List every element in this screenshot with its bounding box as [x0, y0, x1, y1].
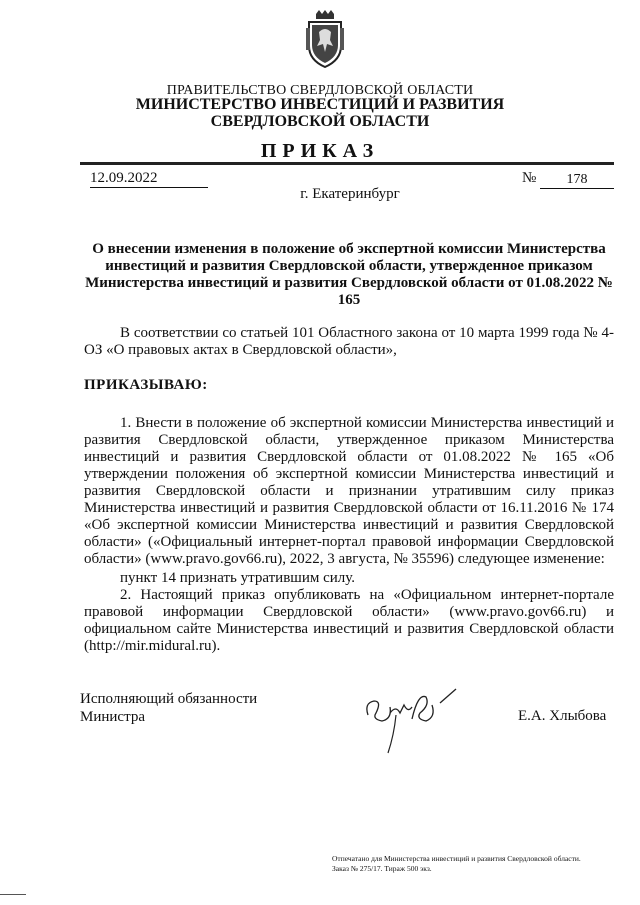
print-footer-line1: Отпечатано для Министерства инвестиций и развития Свердловской области. — [332, 854, 581, 863]
print-footer — [332, 854, 581, 874]
document-type: ПРИКАЗ — [260, 140, 380, 162]
ministry-name-line1: МИНИСТЕРСТВО ИНВЕСТИЦИЙ И РАЗВИТИЯ — [135, 96, 505, 113]
signatory-position-line2: Министра — [80, 709, 145, 725]
item-1-change: пункт 14 признать утратившим силу. — [120, 570, 356, 586]
order-word: ПРИКАЗЫВАЮ: — [84, 377, 208, 393]
ministry-name-line2: СВЕРДЛОВСКОЙ ОБЛАСТИ — [210, 113, 430, 130]
print-footer-line2: Заказ № 275/17. Тираж 500 экз. — [332, 864, 432, 873]
signatory-name: Е.А. Хлыбова — [518, 708, 607, 724]
coat-of-arms-icon — [303, 10, 347, 68]
government-name: ПРАВИТЕЛЬСТВО СВЕРДЛОВСКОЙ ОБЛАСТИ — [166, 83, 474, 98]
signatory-position — [80, 690, 257, 726]
order-title: О внесении изменения в положение об экспертной комиссии Министерства инвестиций и развития Свердловской области, утвержденное приказом Министерства инвестиций и развития Свердловской области от 01.08.2022 № 165 — [85, 241, 613, 308]
signatory-position-line1: Исполняющий обязанности — [80, 691, 258, 707]
item-1: 1. Внести в положение об экспертной комиссии Министерства инвестиций и развития Свердловской области, утвержденное приказом Министерства инвестиций и развития Свердловской области от 01.08.2022 № 165 «Об утверждении положения об экспертной комиссии Министерства инвестиций и развития Свердловской области и признании утратившим силу приказ Министерства инвестиций и развития Свердловской области от 16.11.2016 № 174 «Об экспертной комиссии Министерства инвестиций и развития Свердловской области» («Официальный интернет-портал правовой информации Свердловской области» (www.pravo.gov66.ru), 2022, 3 августа, № 35596) следующее изменение: — [84, 415, 614, 567]
order-date: 12.09.2022 — [90, 170, 208, 188]
handwritten-signature — [360, 683, 470, 758]
city: г. Екатеринбург — [300, 186, 400, 202]
header-divider — [80, 162, 614, 165]
item-2: 2. Настоящий приказ опубликовать на «Официальном интернет-портале правовой информации Свердловской области» (www.pravo.gov66.ru) и официальном сайте Министерства инвестиций и развития Свердловской области (http://mir.midural.ru). — [84, 587, 614, 654]
corner-mark — [0, 894, 26, 895]
number-sign: № — [522, 170, 537, 186]
preamble: В соответствии со статьей 101 Областного закона от 10 марта 1999 года № 4-ОЗ «О правовых актах в Свердловской области», — [84, 325, 614, 358]
order-number: 178 — [540, 172, 614, 189]
